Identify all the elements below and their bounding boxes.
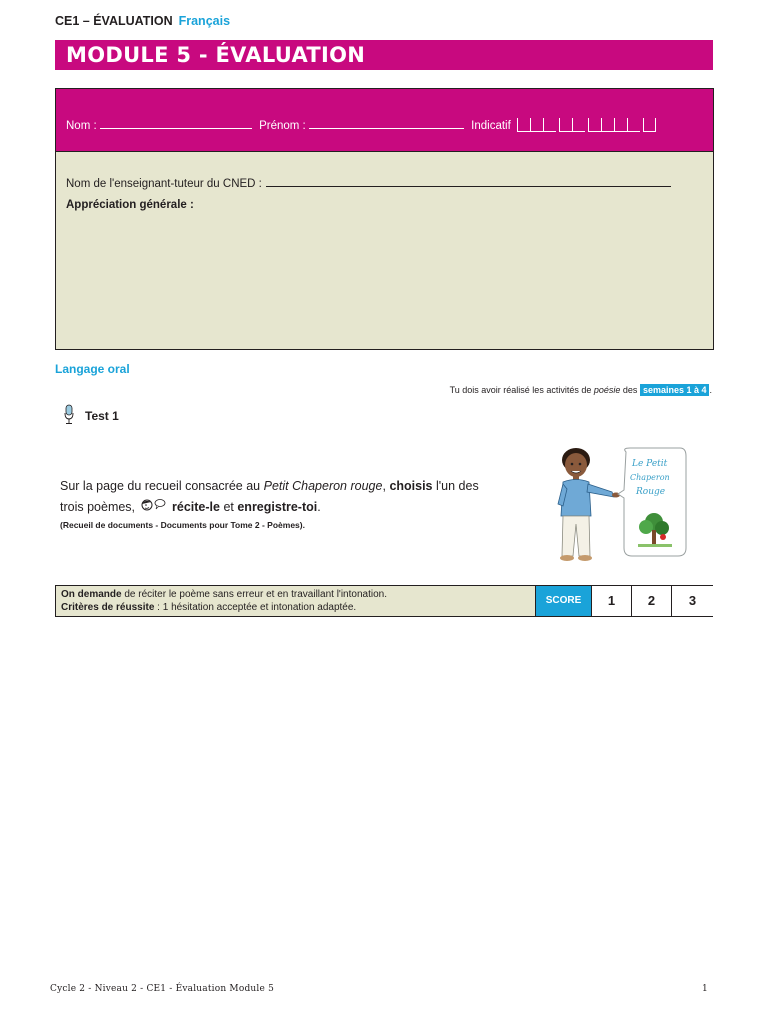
instr-title: Petit Chaperon rouge: [263, 479, 383, 493]
instr-et: et: [223, 500, 234, 514]
test-label: Test 1: [85, 409, 119, 423]
prenom-label: Prénom :: [259, 120, 306, 132]
instr-text-3: trois poèmes,: [60, 500, 136, 514]
instr-recite: récite-le: [172, 500, 220, 514]
appreciation-label: Appréciation générale :: [66, 199, 194, 211]
page-footer: Cycle 2 - Niveau 2 - CE1 - Évaluation Module 5: [50, 984, 275, 994]
sign-line-1: Le Petit: [632, 459, 668, 469]
reussite-label: Critères de réussite: [61, 602, 155, 613]
instr-choisis: choisis: [389, 479, 433, 493]
sign-line-3: Rouge: [636, 487, 666, 497]
demande-label: On demande: [61, 589, 122, 600]
instruction: [60, 476, 540, 518]
instr-enregistre: enregistre-toi: [237, 500, 318, 514]
identity-box: [55, 88, 714, 350]
weeks-badge: semaines 1 à 4: [640, 384, 710, 396]
identity-line: [66, 118, 656, 132]
demande-text: de réciter le poème sans erreur et en travaillant l'intonation.: [124, 589, 387, 600]
nom-label: Nom :: [66, 120, 97, 132]
module-title: MODULE 5 - ÉVALUATION: [66, 43, 366, 67]
score-option-3[interactable]: 3: [671, 586, 713, 616]
page-number: 1: [702, 984, 708, 994]
indicatif-cells[interactable]: [517, 118, 656, 132]
score-option-2[interactable]: 2: [631, 586, 671, 616]
module-banner: [55, 40, 713, 70]
header-subject: Français: [178, 14, 231, 28]
instr-comma: ,: [382, 479, 386, 493]
criteria-table: [55, 585, 713, 617]
nom-field[interactable]: [100, 118, 252, 129]
identity-header: [56, 89, 713, 152]
page-header: [55, 14, 230, 28]
score-option-1[interactable]: 1: [591, 586, 631, 616]
instr-text-2: l'un des: [436, 479, 479, 493]
instr-text-1: Sur la page du recueil consacrée au: [60, 479, 261, 493]
sign-line-2: Chaperon: [630, 473, 670, 482]
reussite-text: : 1 hésitation acceptée et intonation adaptée.: [157, 602, 357, 613]
source-reference: (Recueil de documents - Documents pour Tome 2 - Poèmes).: [60, 520, 305, 530]
instr-end: .: [317, 500, 321, 514]
boy-pointing-illustration: [552, 444, 692, 562]
section-title: Langage oral: [55, 362, 130, 376]
prerequisite-note: [450, 385, 712, 395]
header-level: CE1 – ÉVALUATION: [55, 14, 173, 28]
teacher-label: Nom de l'enseignant-tuteur du CNED :: [66, 178, 262, 190]
note-des: des: [622, 385, 638, 395]
note-end: .: [709, 385, 712, 395]
reciting-face-icon: [139, 498, 169, 512]
criteria-text: [61, 588, 387, 614]
note-prefix: Tu dois avoir réalisé les activités de: [449, 385, 592, 395]
score-label: SCORE: [535, 586, 591, 616]
prenom-field[interactable]: [309, 118, 464, 129]
microphone-icon: [63, 404, 75, 426]
teacher-area: [56, 152, 713, 349]
test-heading: [63, 404, 119, 426]
teacher-line: [66, 176, 671, 190]
teacher-field[interactable]: [266, 176, 671, 187]
note-poesie: poésie: [593, 385, 621, 395]
indicatif-label: Indicatif: [471, 120, 511, 132]
